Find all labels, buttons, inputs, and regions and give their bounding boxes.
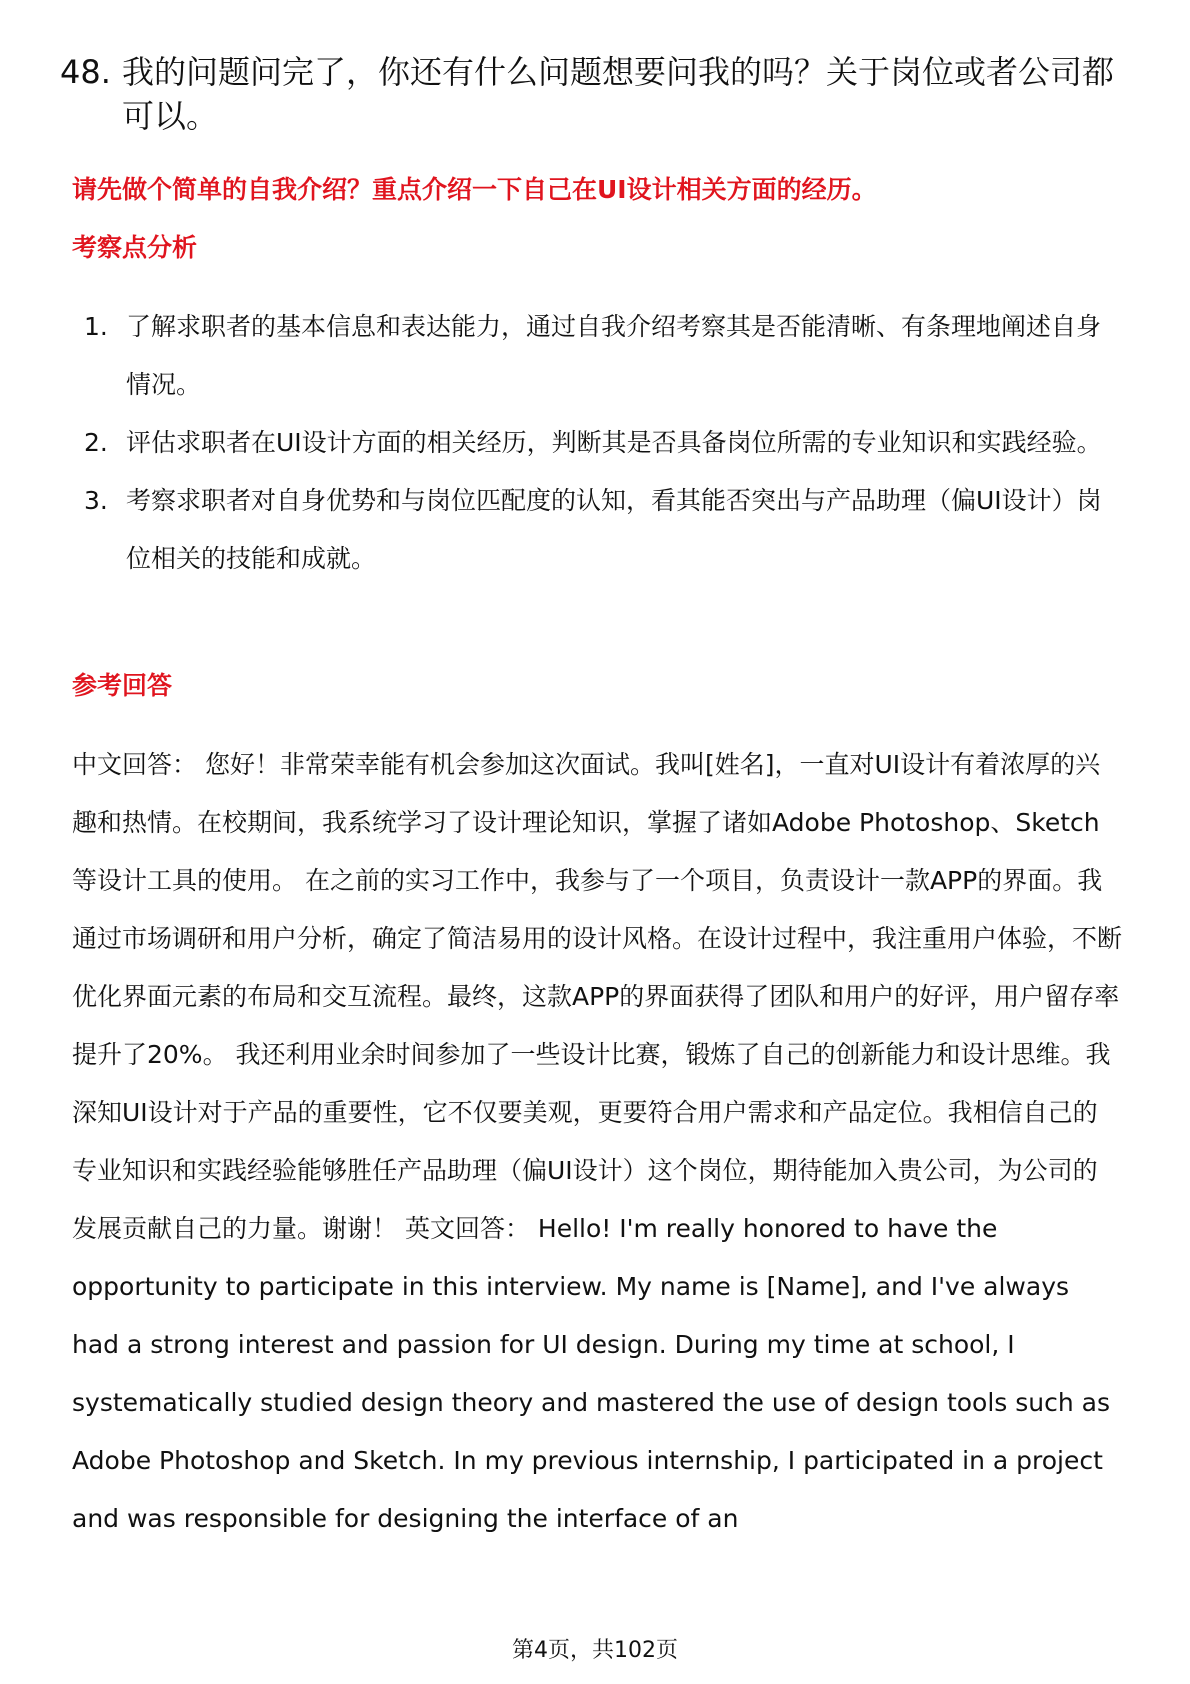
- answer-body: 中文回答： 您好！非常荣幸能有机会参加这次面试。我叫[姓名]，一直对UI设计有着浓厚的兴趣和热情。在校期间，我系统学习了设计理论知识，掌握了诸如Adobe Photoshop、Sketch等设计工具的使用。 在之前的实习工作中，我参与了一个项目，负责设计一款APP的界面。我通过市场调研和用户分析，确定了简洁易用的设计风格。在设计过程中，我注重用户体验，不断优化界面元素的布局和交互流程。最终，这款APP的界面获得了团队和用户的好评，用户留存率提升了20%。 我还利用业余时间参加了一些设计比赛，锻炼了自己的创新能力和设计思维。我深知UI设计对于产品的重要性，它不仅要美观，更要符合用户需求和产品定位。我相信自己的专业知识和实践经验能够胜任产品助理（偏UI设计）这个岗位，期待能加入贵公司，为公司的发展贡献自己的力量。谢谢！ 英文回答： Hello! I'm really honored to have the opportunity to participate in this interview. My name is [Name], and I've always had a strong interest and passion for UI design. During my time at school, I systematically studied design theory and mastered the use of design tools such as Adobe Photoshop and Sketch. In my previous internship, I participated in a project and was responsible for designing the interface of an: [72, 750, 1123, 1533]
- point-number: 3.: [84, 486, 108, 515]
- analysis-section-title: 考察点分析: [72, 233, 198, 262]
- point-number: 2.: [84, 428, 108, 457]
- question-text: 我的问题问完了，你还有什么问题想要问我的吗？关于岗位或者公司都可以。: [122, 53, 1115, 135]
- point-number: 1.: [84, 312, 108, 341]
- question-number: 48.: [60, 53, 111, 91]
- page-number-footer: 第4页，共102页: [512, 1638, 678, 1663]
- interview-prompt: 请先做个简单的自我介绍？重点介绍一下自己在UI设计相关方面的经历。: [72, 175, 877, 204]
- list-item: [84, 414, 1114, 472]
- answer-section-title: 参考回答: [72, 671, 173, 700]
- question-heading: [60, 50, 1120, 138]
- list-item: [84, 298, 1114, 414]
- analysis-points-list: [84, 298, 1114, 588]
- point-text: 评估求职者在UI设计方面的相关经历，判断其是否具备岗位所需的专业知识和实践经验。: [126, 428, 1102, 457]
- point-text: 考察求职者对自身优势和与岗位匹配度的认知，看其能否突出与产品助理（偏UI设计）岗位相关的技能和成就。: [126, 486, 1102, 573]
- list-item: [84, 472, 1114, 588]
- point-text: 了解求职者的基本信息和表达能力，通过自我介绍考察其是否能清晰、有条理地阐述自身情况。: [126, 312, 1102, 399]
